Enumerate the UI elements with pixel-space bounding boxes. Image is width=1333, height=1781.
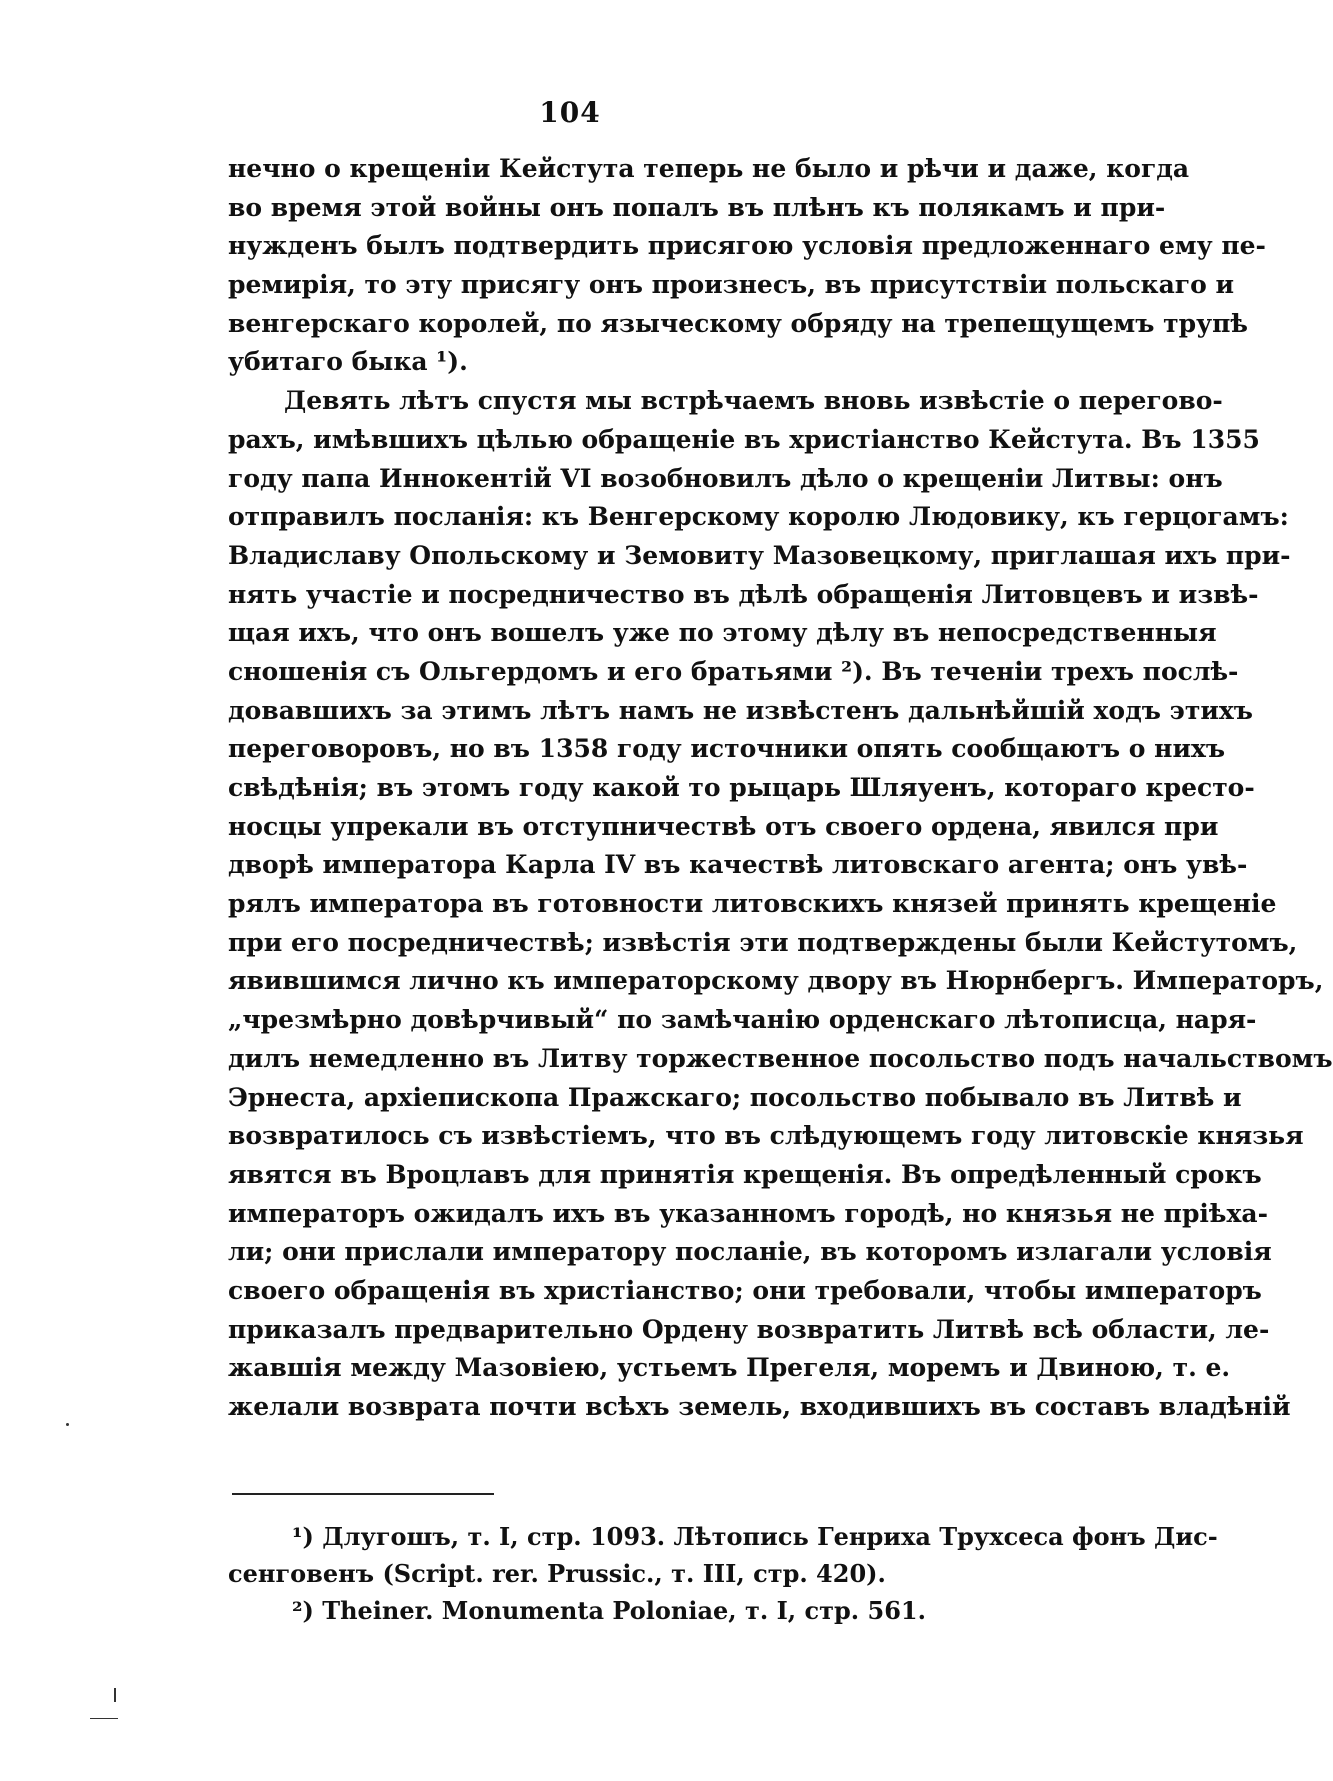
footnote-line: ¹) Длугошъ, т. I, стр. 1093. Лѣтопись Генриха Трухсеса фонъ Дис- — [292, 1522, 1218, 1551]
text-line: своего обращенія въ христіанство; они требовали, чтобы императоръ — [228, 1275, 1262, 1305]
text-line: явившимся лично къ императорскому двору въ Нюрнбергъ. Императоръ, — [228, 966, 1324, 996]
text-line: при его посредничествѣ; извѣстія эти подтверждены были Кейстутомъ, — [228, 927, 1298, 957]
text-line: возвратилось съ извѣстіемъ, что въ слѣдующемъ году литовскіе князья — [228, 1121, 1304, 1151]
footnotes — [228, 1518, 1218, 1629]
text-line: желали возврата почти всѣхъ земель, входившихъ въ составъ владѣній — [228, 1392, 1291, 1421]
footnote-separator — [232, 1493, 494, 1495]
text-line: довавшихъ за этимъ лѣтъ намъ не извѣстенъ дальнѣйшій ходъ этихъ — [228, 695, 1253, 725]
text-line: свѣдѣнія; въ этомъ году какой то рыцарь Шляуенъ, котораго кресто- — [228, 773, 1255, 802]
text-line: явятся въ Вроцлавъ для принятія крещенія. Въ опредѣленный срокъ — [228, 1159, 1262, 1189]
text-line: ли; они прислали императору посланіе, въ которомъ излагали условія — [228, 1237, 1272, 1267]
text-line: носцы упрекали въ отступничествѣ отъ своего ордена, явился при — [228, 811, 1219, 841]
text-line: дилъ немедленно въ Литву торжественное посольство подъ начальствомъ — [228, 1043, 1333, 1073]
scan-speck — [66, 1423, 69, 1426]
text-line: жавшія между Мазовіею, устьемъ Прегеля, моремъ и Двиною, т. е. — [228, 1353, 1231, 1383]
text-line: убитаго быка ¹). — [228, 347, 468, 377]
text-line: отправилъ посланія: къ Венгерскому королю Людовику, къ герцогамъ: — [228, 502, 1289, 532]
text-line: нужденъ былъ подтвердить присягою условія предложеннаго ему пе- — [228, 231, 1266, 261]
text-line: венгерскаго королей, по языческому обряду на трепещущемъ трупѣ — [228, 308, 1248, 338]
text-line: приказалъ предварительно Ордену возвратить Литвѣ всѣ области, ле- — [228, 1314, 1270, 1344]
text-line: Владиславу Опольскому и Земовиту Мазовецкому, приглашая ихъ при- — [228, 540, 1291, 570]
text-line: году папа Иннокентій VI возобновилъ дѣло о крещеніи Литвы: онъ — [228, 463, 1223, 493]
text-line: дворѣ императора Карла IV въ качествѣ литовскаго агента; онъ увѣ- — [228, 850, 1248, 880]
text-line: рахъ, имѣвшихъ цѣлью обращеніе въ христіанство Кейстута. Въ 1355 — [228, 424, 1260, 454]
text-line: рялъ императора въ готовности литовскихъ князей принять крещеніе — [228, 889, 1277, 919]
text-line: нять участіе и посредничество въ дѣлѣ обращенія Литовцевъ и извѣ- — [228, 579, 1259, 609]
main-text — [228, 150, 1333, 1427]
page-number: 104 — [539, 96, 601, 129]
text-line: Эрнеста, архіепископа Пражскаго; посольство побывало въ Литвѣ и — [228, 1082, 1242, 1112]
text-line: щая ихъ, что онъ вошелъ уже по этому дѣлу въ непосредственныя — [228, 618, 1217, 648]
text-line: Девять лѣтъ спустя мы встрѣчаемъ вновь извѣстіе о перегово- — [284, 386, 1223, 416]
text-line: нечно о крещеніи Кейстута теперь не было и рѣчи и даже, когда — [228, 154, 1190, 183]
text-line: ремирія, то эту присягу онъ произнесъ, въ присутствіи польскаго и — [228, 270, 1235, 300]
text-line: во время этой войны онъ попалъ въ плѣнъ къ полякамъ и при- — [228, 192, 1166, 222]
scan-speck — [114, 1688, 116, 1702]
scan-speck — [90, 1718, 118, 1719]
footnote-line: ²) Theiner. Monumenta Poloniae, т. I, стр. 561. — [292, 1596, 926, 1625]
text-line: сношенія съ Ольгердомъ и его братьями ²). Въ теченіи трехъ послѣ- — [228, 656, 1239, 686]
footnote-line: сенговенъ (Script. rer. Prussic., т. III, стр. 420). — [228, 1559, 886, 1588]
text-line: „чрезмѣрно довѣрчивый“ по замѣчанію орденскаго лѣтописца, наря- — [228, 1005, 1257, 1035]
text-line: императоръ ожидалъ ихъ въ указанномъ городѣ, но князья не пріѣха- — [228, 1198, 1268, 1228]
text-line: переговоровъ, но въ 1358 году источники опять сообщаютъ о нихъ — [228, 734, 1226, 764]
